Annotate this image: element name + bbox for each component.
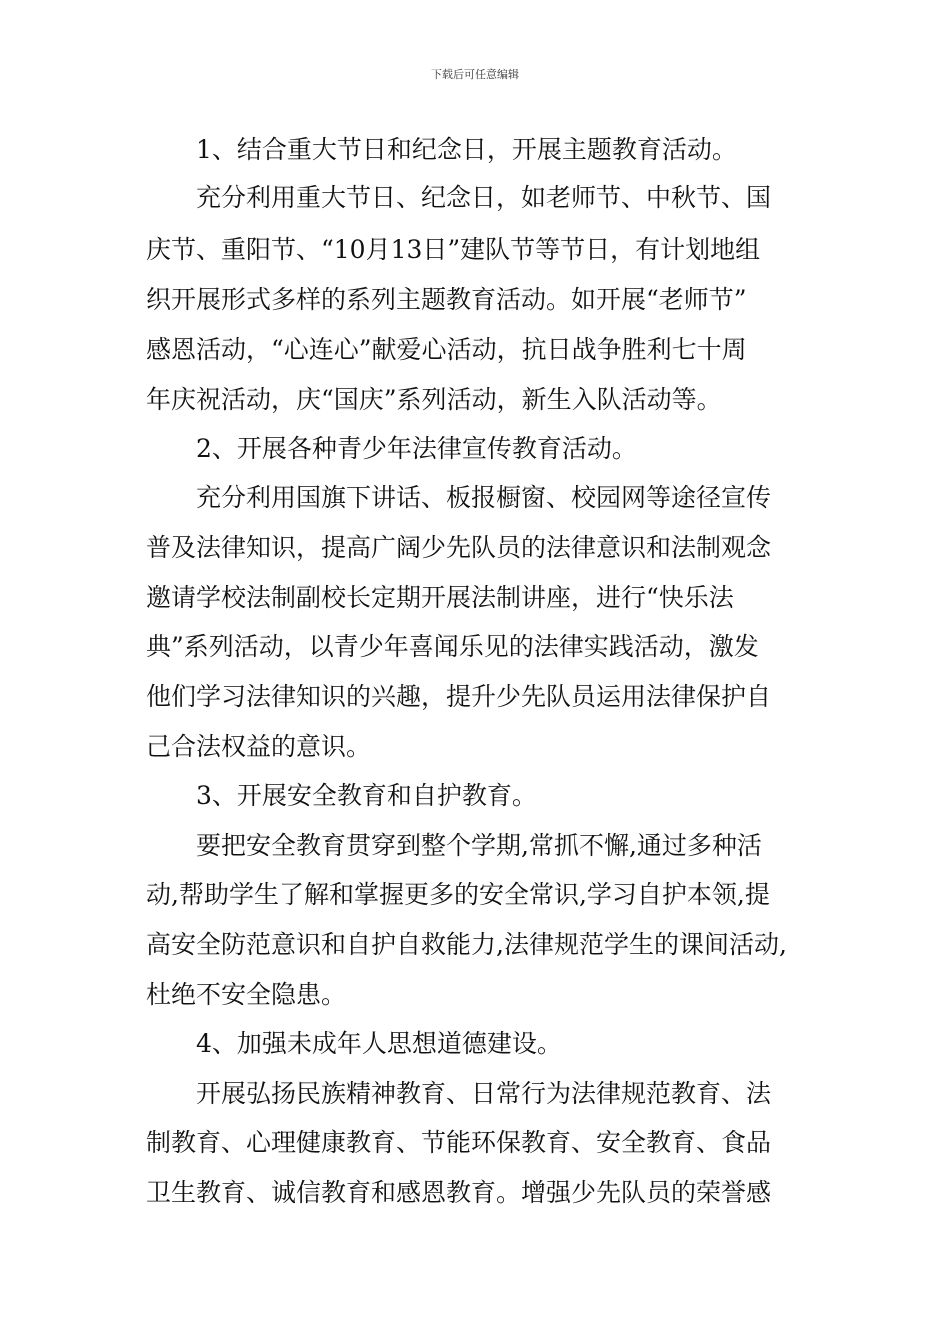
heading-4: 4、加强未成年人思想道德建设。	[196, 1029, 562, 1058]
paragraph-3-line-4: 杜绝不安全隐患。	[146, 980, 347, 1009]
paragraph-2-line-4: 典”系列活动，以青少年喜闻乐见的法律实践活动，激发	[146, 632, 759, 661]
heading-3: 3、开展安全教育和自护教育。	[196, 781, 537, 810]
paragraph-1-line-1: 充分利用重大节日、纪念日，如老师节、中秋节、国	[196, 183, 772, 212]
paragraph-1-line-5: 年庆祝活动，庆“国庆”系列活动，新生入队活动等。	[146, 385, 722, 414]
paragraph-1-line-2: 庆节、重阳节、“10月13日”建队节等节日，有计划地组	[146, 235, 761, 264]
heading-1: 1、结合重大节日和纪念日，开展主题教育活动。	[196, 135, 737, 164]
paragraph-2-line-5: 他们学习法律知识的兴趣，提升少先队员运用法律保护自	[146, 682, 772, 711]
paragraph-1-line-3: 织开展形式多样的系列主题教育活动。如开展“老师节”	[146, 285, 747, 314]
paragraph-3-line-3: 高安全防范意识和自护自救能力,法律规范学生的课间活动,	[146, 930, 787, 959]
paragraph-4-line-2: 制教育、心理健康教育、节能环保教育、安全教育、食品	[146, 1128, 772, 1157]
paragraph-3-line-2: 动,帮助学生了解和掌握更多的安全常识,学习自护本领,提	[146, 880, 770, 909]
paragraph-2-line-3: 邀请学校法制副校长定期开展法制讲座，进行“快乐法	[146, 583, 734, 612]
header-note: 下载后可任意编辑	[431, 68, 519, 81]
paragraph-1-line-4: 感恩活动，“心连心”献爱心活动，抗日战争胜利七十周	[146, 335, 747, 364]
paragraph-4-line-1: 开展弘扬民族精神教育、日常行为法律规范教育、法	[196, 1079, 772, 1108]
paragraph-2-line-2: 普及法律知识，提高广阔少先队员的法律意识和法制观念	[146, 533, 772, 562]
paragraph-2-line-1: 充分利用国旗下讲话、板报橱窗、校园网等途径宣传	[196, 483, 772, 512]
paragraph-2-line-6: 己合法权益的意识。	[146, 732, 372, 761]
paragraph-3-line-1: 要把安全教育贯穿到整个学期,常抓不懈,通过多种活	[196, 831, 762, 860]
paragraph-4-line-3: 卫生教育、诚信教育和感恩教育。增强少先队员的荣誉感	[146, 1178, 772, 1207]
heading-2: 2、开展各种青少年法律宣传教育活动。	[196, 434, 637, 463]
